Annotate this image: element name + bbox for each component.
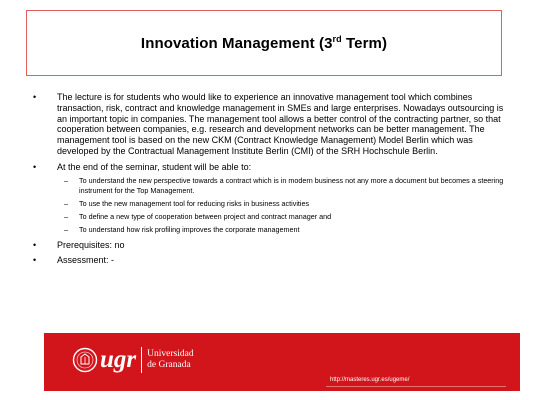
sub-bullet-text: To define a new type of cooperation between project and contract manager and	[79, 211, 332, 221]
sub-bullet-item	[57, 176, 510, 196]
bullet-item-assessment	[30, 255, 510, 266]
title-end: Term)	[341, 35, 388, 52]
dash-icon: –	[64, 224, 68, 234]
dash-icon: –	[64, 175, 68, 185]
dash-icon: –	[64, 198, 68, 208]
ugr-logo-word: ugr	[100, 346, 137, 373]
logo-divider	[141, 347, 142, 373]
bullet-icon: •	[33, 255, 37, 266]
bullet-icon: •	[33, 239, 37, 250]
sub-bullet-item	[57, 225, 510, 235]
bullet-text: Prerequisites: no	[57, 239, 125, 250]
bullet-item-prerequisites	[30, 240, 510, 251]
title-box	[26, 10, 502, 76]
master-url-link[interactable]: http://masteres.ugr.es/ugeme/	[330, 377, 410, 383]
sub-bullet-text: To use the new management tool for reducing risks in business activities	[79, 198, 310, 208]
university-footer-banner	[44, 333, 520, 391]
bullet-icon: •	[33, 161, 37, 172]
university-seal-icon	[72, 347, 98, 373]
slide-title	[141, 34, 387, 52]
sub-bullet-list	[57, 176, 510, 235]
university-name-line-2: de Granada	[147, 360, 191, 370]
sub-bullet-text: To understand how risk profiling improves the corporate management	[79, 224, 300, 234]
bullet-text: The lecture is for students who would like to experience an innovative management tool which combines transaction, risk, contract and knowledge management in SMEs and large enterprises. Nowadays outsourcing is an important topic in companies. The management tool allows a better control of the contracting partner, so that cooperation between companies, e.g. research and development networks can be better management. The management tool is based on the new CKM (Contract Knowledge Management) Model Berlin which was developed by the Contractual Management Institute Berlin (CMI) of the SRH Hochschule Berlin.	[57, 92, 504, 156]
sub-bullet-text: To understand the new perspective towards a contract which is in modern business not any more a document but becomes a steering instrument for the Top Management.	[79, 175, 504, 195]
title-main: Innovation Management (3	[140, 35, 333, 52]
ugr-logo	[72, 347, 194, 373]
bullet-item-outcomes	[30, 162, 510, 235]
university-name	[147, 349, 193, 371]
dash-icon: –	[64, 211, 68, 221]
slide-content	[30, 92, 510, 271]
bullet-text: Assessment: -	[57, 255, 115, 266]
bullet-list	[30, 92, 510, 266]
title-superscript: rd	[332, 34, 342, 44]
sub-bullet-item	[57, 199, 510, 209]
university-name-line-1: Universidad	[147, 349, 194, 359]
bullet-icon: •	[33, 92, 37, 102]
sub-bullet-item	[57, 212, 510, 222]
url-underline-divider	[326, 386, 506, 387]
bullet-item-lecture	[30, 92, 510, 157]
bullet-text: At the end of the seminar, student will be able to:	[57, 161, 252, 172]
